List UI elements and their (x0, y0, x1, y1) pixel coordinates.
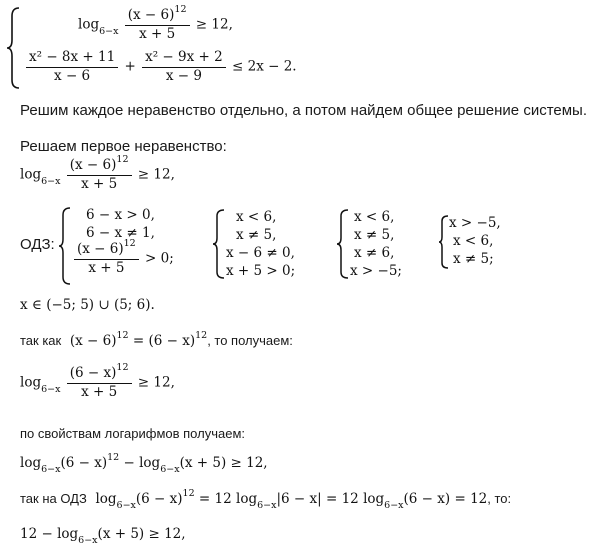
equals-part: = 12 (194, 491, 237, 507)
log-argument: (6 − x) (403, 491, 451, 507)
log-argument: (x + 5) (97, 526, 145, 542)
identity-line (20, 330, 293, 349)
log-base: 6−x (78, 535, 98, 546)
odz-condition: x − 6 ≠ 0, (226, 245, 295, 261)
odz-condition: x > −5, (449, 215, 501, 231)
log-symbol: log (139, 455, 161, 471)
odz-condition: x < 6, (236, 209, 277, 225)
exponent: 12 (182, 488, 195, 499)
rewritten-inequality (20, 362, 175, 400)
fraction (67, 154, 132, 192)
odz-col-2 (226, 208, 295, 280)
first-inequality (20, 154, 175, 192)
numerator: x² − 9x + 2 (142, 50, 226, 68)
denominator: x + 5 (139, 25, 176, 42)
log-argument: |6 − x| (276, 491, 322, 507)
system-inequality-2 (24, 50, 297, 84)
log-base: 6−x (160, 464, 180, 475)
exponent: 12 (116, 330, 129, 341)
log-symbol: log (20, 166, 42, 183)
solve-first-text: Решаем первое неравенство: (20, 138, 227, 155)
system-brace (6, 6, 22, 90)
fraction (125, 4, 190, 42)
by-props-text: по свойствам логарифмов получаем: (20, 426, 245, 441)
odz-brace-3 (336, 208, 350, 280)
log-base: 6−x (41, 175, 61, 187)
identity-rhs: = (6 − x) (128, 333, 196, 349)
denominator: x − 9 (165, 67, 202, 84)
fraction (74, 238, 139, 276)
relation: ≥ 12, (226, 455, 268, 471)
log-symbol: log (57, 526, 79, 542)
log-argument: (6 − x) (60, 455, 108, 471)
fraction (67, 362, 132, 400)
odz-chain-line (20, 488, 512, 511)
equals-part: = 12 (450, 491, 488, 507)
numerator: (x − 6) (69, 157, 117, 173)
relation: ≥ 12, (195, 16, 233, 33)
odz-condition: x ≠ 6, (354, 245, 395, 261)
log-symbol: log (78, 16, 100, 33)
leading-term: 12 − (20, 526, 58, 542)
log-symbol: log (95, 491, 117, 507)
odz-condition: 6 − x ≠ 1, (86, 225, 155, 241)
odz-condition: 6 − x > 0, (86, 207, 155, 223)
odz-condition: x < 6, (354, 209, 395, 225)
odz-condition-fraction (72, 238, 174, 276)
log-base: 6−x (116, 500, 136, 511)
exponent: 12 (107, 452, 120, 463)
we-get-text: , то получаем: (207, 333, 293, 348)
log-argument: (6 − x) (135, 491, 183, 507)
exponent: 12 (123, 238, 136, 249)
log-base: 6−x (41, 464, 61, 475)
fraction-1 (26, 50, 118, 84)
odz-col-1 (72, 206, 174, 276)
numerator: x² − 8x + 11 (26, 50, 118, 68)
relation: > 0; (145, 250, 174, 267)
denominator: x + 5 (88, 259, 125, 276)
odz-condition: x + 5 > 0; (226, 263, 296, 279)
minus-sign: − (119, 455, 140, 471)
log-symbol: log (20, 374, 42, 391)
solve-separately-text: Решим каждое неравенство отдельно, а потом найдем общее решение системы. (20, 102, 588, 119)
since-odz-text: так на ОДЗ (20, 491, 87, 506)
odz-condition: x < 6, (453, 233, 494, 249)
exponent: 12 (116, 154, 129, 165)
exponent: 12 (195, 330, 208, 341)
fraction-2 (142, 50, 226, 84)
log-symbol: log (236, 491, 258, 507)
odz-col-3 (350, 208, 402, 280)
numerator: (6 − x) (69, 365, 117, 381)
exponent: 12 (116, 362, 129, 373)
odz-condition: x > −5; (350, 263, 402, 279)
equals-part: = 12 (321, 491, 364, 507)
odz-col-4 (449, 214, 501, 268)
relation: ≥ 12, (137, 374, 175, 391)
system-inequality-1 (78, 4, 233, 42)
odz-condition: x ≠ 5; (453, 251, 494, 267)
exponent: 12 (174, 4, 187, 15)
identity-lhs: (x − 6) (69, 333, 117, 349)
denominator: x + 5 (81, 175, 118, 192)
odz-brace-2 (212, 208, 226, 280)
denominator: x + 5 (81, 383, 118, 400)
log-symbol: log (20, 455, 42, 471)
since-text: так как (20, 333, 62, 348)
numerator: (x − 6) (77, 241, 124, 257)
log-base: 6−x (384, 500, 404, 511)
then-text: , то: (487, 491, 512, 506)
numerator: (x − 6) (127, 7, 175, 23)
relation: ≥ 12, (144, 526, 186, 542)
odz-label: ОДЗ: (20, 236, 55, 253)
plus-sign: + (124, 58, 136, 75)
odz-brace-1 (58, 206, 72, 286)
log-base: 6−x (41, 383, 61, 395)
relation: ≥ 12, (137, 166, 175, 183)
log-symbol: log (363, 491, 385, 507)
denominator: x − 6 (54, 67, 91, 84)
relation: ≤ 2x − 2. (232, 58, 297, 75)
odz-condition: x ≠ 5, (354, 227, 395, 243)
log-argument: (x + 5) (179, 455, 227, 471)
difference-inequality (20, 452, 268, 475)
final-inequality (20, 526, 186, 546)
odz-interval: x ∈ (−5; 5) ∪ (5; 6). (20, 297, 155, 313)
log-base: 6−x (99, 25, 119, 37)
log-base: 6−x (257, 500, 277, 511)
odz-condition: x ≠ 5, (236, 227, 277, 243)
